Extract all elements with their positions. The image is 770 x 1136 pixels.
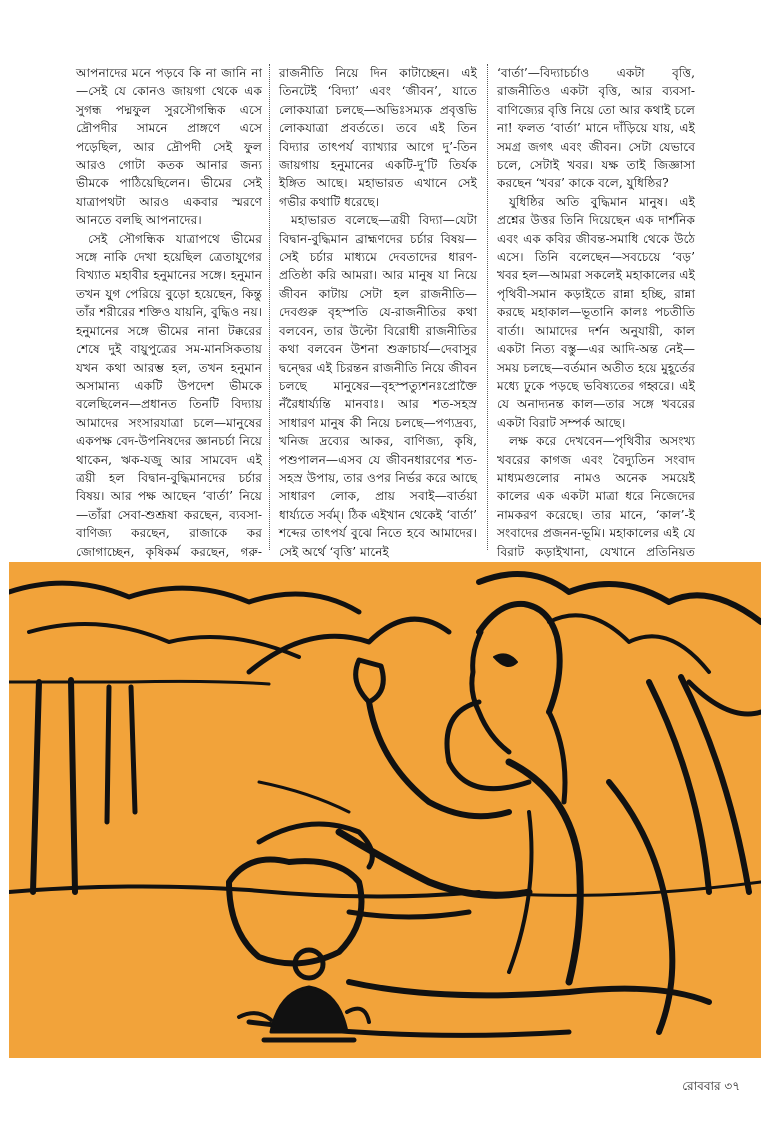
lamp-body — [271, 987, 347, 1032]
paragraph: ‘বার্তা’—বিদ্যাচর্চাও একটা বৃত্তি, রাজনীতিও একটা বৃত্তি, আর ব্যবসা-বাণিজ্যের বৃত্তি নিয়ে তো আর কথাই চলে না! ফলত ‘বার্তা’ মানে দাঁড়িয়ে যায়, এই সমগ্র জগৎ এবং জীবন। সেটা যেভাবে চলে, সেটাই খবর। যক্ষ তাই জিজ্ঞাসা করছেন ‘খবর’ কাকে বলে, যুধিষ্ঠির? — [497, 66, 695, 191]
paragraph: আপনাদের মনে পড়বে কি না জানি না—সেই যে কোনও জায়গা থেকে এক সুগন্ধ পদ্মফুল সুরসৌগন্ধিক এসে দ্রৌপদীর সামনে প্রাঙ্গণে এসে পড়েছিল, আর দ্রৌপদী সেই ফুল আরও গোটা কতক আনার জন্য ভীমকে পাঠিয়েছিলেন। ভীমের সেই যাত্রাপথটা আরও একবার স্মরণে আনতে বলছি আপনাদের। — [76, 66, 262, 228]
sage-raised-hand — [356, 660, 384, 702]
text-column-1 — [76, 64, 262, 635]
sage-back — [609, 782, 672, 1032]
text-column-3 — [497, 64, 695, 579]
sage-neck — [549, 712, 565, 802]
paragraph: রাজনীতি নিয়ে দিন কাটাচ্ছেন। এই তিনটেই ‘বিদ্যা’ এবং ‘জীবন’, যাতে লোকযাত্রা চলছে—অভিঃসম্যক প্রবৃত্তভি লোকযাত্রা প্রবর্ততে। তবে এই তিন বিদ্যার তাৎপর্য ব্যাখ্যার আগে দু’-তিন জায়গায় হনুমানের একটি-দু’টি তির্যক ইঙ্গিত আছে। মহাভারত এখানে সেই গভীর কথাটি ধরেছে। — [279, 66, 477, 209]
sage-head — [479, 604, 560, 712]
canopy-line — [479, 574, 761, 622]
canopy-line — [549, 615, 709, 672]
paragraph: লক্ষ করে দেখবেন—পৃথিবীর অসংখ্য খবরের কাগজ এবং বৈদ্যুতিন সংবাদ মাধ্যমগুলোর নামও অনেক সময়েই কালের এক একটা মাত্রা ধরে নিজেদের নামকরণ করেছে। তার মানে, ‘কাল’-ই সংবাদের প্রজনন-ভূমি। মহাকালের এই যে বিরাট কড়াইখানা, যেখানে প্রতিনিয়ত — [497, 434, 695, 559]
ground-line — [9, 681, 269, 684]
tree-trunk — [649, 677, 749, 892]
lamp-spout — [239, 1013, 271, 1020]
paragraph: মহাভারত বলেছে—ত্রয়ী বিদ্যা—যেটা বিদ্বান-বুদ্ধিমান ব্রাহ্মণদের চর্চার বিষয়—সেই চর্চার মাধ্যমে দেবতাদের ধারণ-প্রতিষ্ঠা করি আমরা। আর মানুষ যা নিয়ে জীবন কাটায় সেটা হল রাজনীতি—দেবগুরু বৃহস্পতি যে-রাজনীতির কথা বলবেন, তার উল্টো বিরোধী রাজনীতির কথা বলবেন উশনা শুক্রাচার্য—দেবাসুর দ্বন্দ্বের এই চিরন্তন রাজনীতি নিয়ে জীবন চলছে মানুষের—বৃহস্পত্যুশনঃপ্রোক্তৈ নঁরৈধার্য্যন্তি মানবাঃ। আর শত-সহস্র সাধারণ মানুষ কী নিয়ে চলছে—পণ্যদ্রব্য, খনিজ দ্রব্যের আকর, বাণিজ্য, কৃষি, পশুপালন—এসব যে জীবনধারণের শত-সহস্র উপায়, তার ওপর নির্ভর করে আছে সাধারণ লোক, প্রায় সবাই—বার্তয়া ধার্য্যতে সর্বম্‌। ঠিক এইখান থেকেই ‘বার্তা’ শব্দের তাৎপর্য বুঝে নিতে হবে আমাদের। সেই অর্থে ‘বৃত্তি’ মানেই — [279, 213, 477, 559]
sage-eye — [494, 654, 517, 666]
tree-trunk — [107, 687, 135, 822]
lamp-handle — [347, 1009, 369, 1022]
canopy-line — [689, 682, 761, 714]
column-divider — [269, 64, 270, 550]
sage-lower-arm — [349, 912, 469, 917]
canopy-line — [29, 624, 299, 657]
ground-line — [259, 782, 349, 812]
sage-lap — [349, 982, 709, 1002]
sage-arm — [369, 702, 509, 816]
page-footer: রোববার ৩৭ — [682, 1079, 740, 1093]
illustration — [9, 562, 761, 1058]
floor-line — [9, 886, 479, 896]
paragraph: যুধিষ্ঠির অতি বুদ্ধিমান মানুষ। এই প্রশ্নের উত্তর তিনি দিয়েছেন এক দার্শনিক এবং এক কবির জীবন্ত-সমাধি থেকে উঠে এসে। তিনি বলেছেন—সবচেয়ে ‘বড়’ খবর হল—আমরা সকলেই মহাকালের এই পৃথিবী-সমান কড়াইতে রান্না হচ্ছি, রান্না করছে মহাকাল—ভূতানি কালঃ পচতীতি বার্তা। আমাদের দর্শন অনুযায়ী, কাল একটা নিত্য বস্তু—এর আদি-অন্ত নেই—সময় চলছে—বর্তমান অতীত হয়ে মুহূর্তের মধ্যে ঢুকে পড়ছে ভবিষ্যতের গহ্বরে। এই যে অনাদ্যনন্ত কাল—তার সঙ্গে খবরের একটা বিরাট সম্পর্ক আছে। — [497, 194, 695, 430]
sage-shoulder — [509, 762, 580, 982]
column-divider — [487, 64, 488, 550]
text-column-2 — [279, 64, 477, 561]
sage-illustration — [9, 562, 761, 1058]
sage-face — [472, 632, 509, 752]
cooking-pot — [229, 860, 362, 964]
sage-beard — [447, 702, 529, 789]
canopy-line — [249, 619, 449, 672]
paragraph: সেই সৌগন্ধিক যাত্রাপথে ভীমের সঙ্গে নাকি দেখা হয়েছিল ত্রেতাযুগের বিখ্যাত মহাবীর হনুমানের সঙ্গে। হনুমান তখন যুগ পেরিয়ে বুড়ো হয়েছেন, কিন্তু তাঁর শরীরের শক্তিও যায়নি, বুদ্ধিও নয়। হনুমানের সঙ্গে ভীমের নানা টক্করের শেষে দুই বায়ুপুত্রের সম-মানসিকতায় যখন কথা আরম্ভ হল, তখন হনুমান অসামান্য একটি উপদেশ ভীমকে বলেছিলেন—প্রধানত তিনটি বিদ্যায় আমাদের সংসারযাত্রা চলে—মানুষের একপক্ষ বেদ-উপনিষদের জ্ঞানচর্চা নিয়ে থাকেন, ঋক-যজু আর সামবেদ এই ত্রয়ী হল বিদ্বান-বুদ্ধিমানদের চর্চার বিষয়। আর পক্ষ আছেন ‘বার্তা’ নিয়ে—তাঁরা সেবা-শুশ্রূষা করছেন, ব্যবসা-বাণিজ্য করছেন, রাজাকে কর জোগাচ্ছেন, কৃষিকর্ম করছেন, গরু- — [76, 231, 262, 559]
canopy-line — [9, 583, 359, 612]
tree-trunk — [33, 680, 75, 892]
